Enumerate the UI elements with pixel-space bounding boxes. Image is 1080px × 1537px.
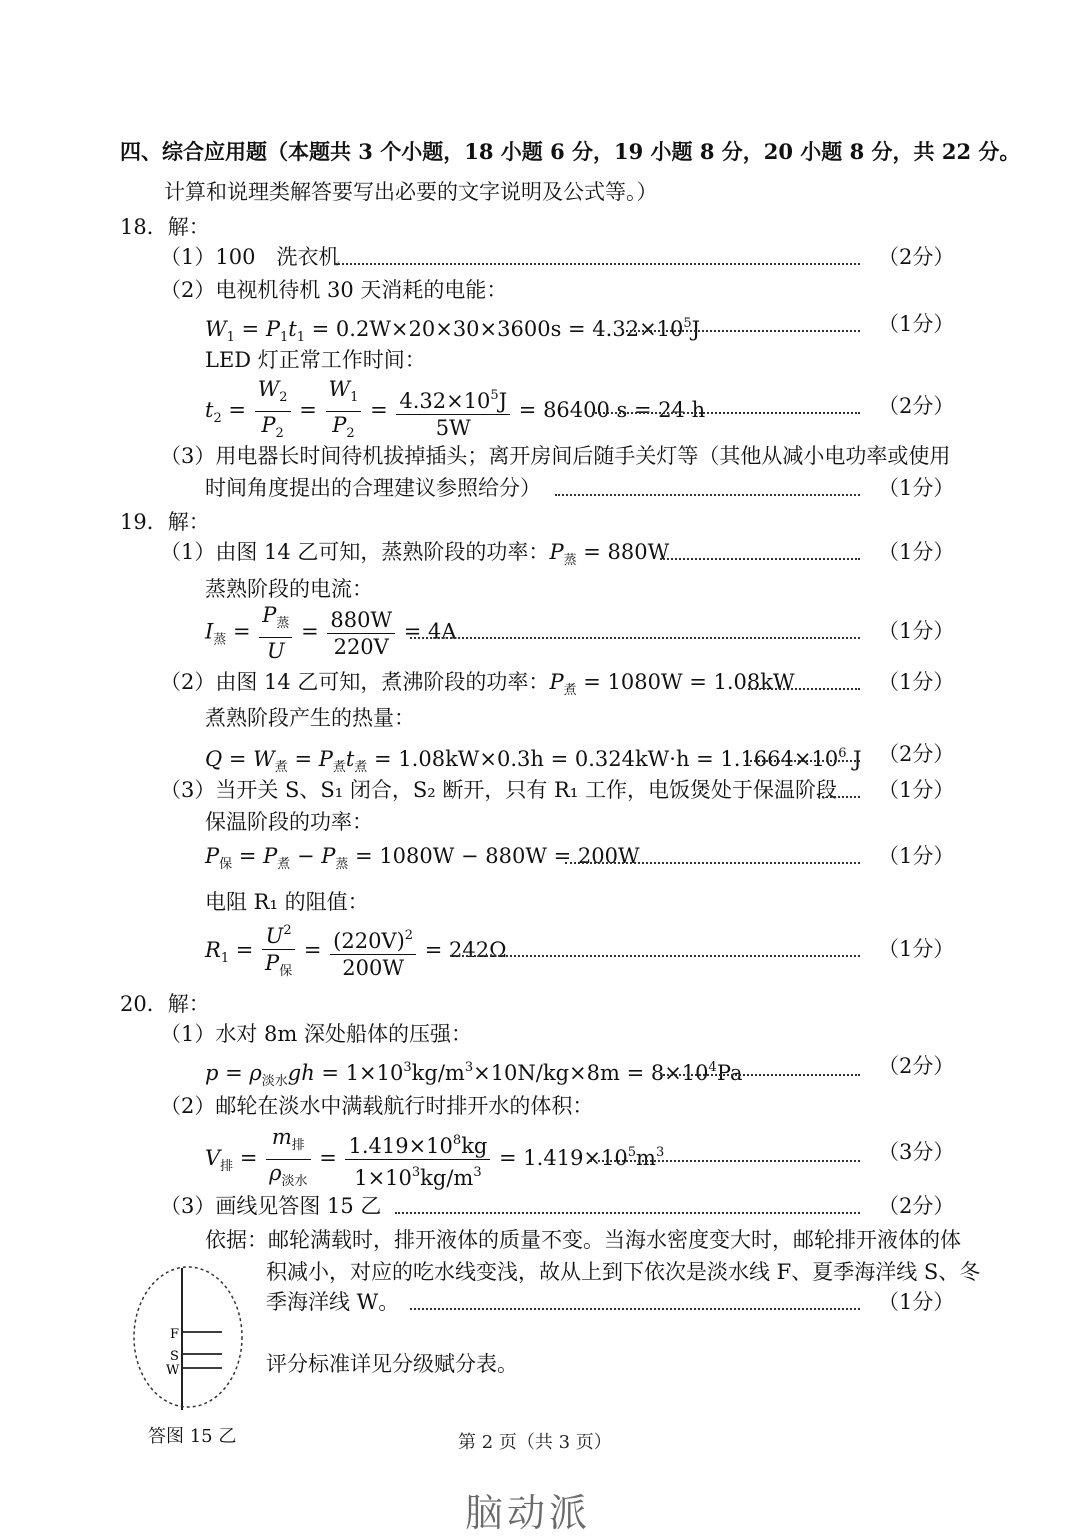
q19-p2-text: （2）由图 14 乙可知，煮沸阶段的功率：$P_煮 = 1080W = 1.08kW$ bbox=[160, 670, 795, 698]
label-s: S bbox=[170, 1349, 179, 1364]
q19-power-label: 保温阶段的功率： bbox=[205, 810, 373, 834]
q18-p1-text: （1）100 洗衣机 bbox=[160, 245, 340, 269]
q18-head: 18．解： bbox=[120, 215, 210, 239]
figure-caption: 答图 15 乙 bbox=[148, 1426, 237, 1447]
q19-p2-label: （2）由图 14 乙可知，煮沸阶段的功率： bbox=[160, 670, 550, 694]
q19-p1-label: （1）由图 14 乙可知，蒸熟阶段的功率： bbox=[160, 540, 550, 564]
ship-waterline-figure bbox=[130, 1262, 246, 1412]
hull-outline bbox=[134, 1267, 242, 1407]
q19-p3-text: （3）当开关 S、S₁ 闭合，S₂ 断开，只有 R₁ 工作，电饭煲处于保温阶段 bbox=[160, 778, 837, 802]
q20-eq-volume: $V_排$ = $\frac{m_排}{\rho_{淡水}}$ = $\frac{1.419\times 10^8kg}{1\times 10^3kg/m^3}$ = $1.419\times 10^5m^3$ bbox=[205, 1125, 665, 1190]
q19-current-label: 蒸熟阶段的电流： bbox=[205, 577, 373, 601]
leader-dots bbox=[745, 760, 860, 762]
q19-eq-power: $P_保 = P_煮 - P_蒸 = 1080W - 880W = 200W$ bbox=[205, 844, 640, 872]
leader-dots bbox=[748, 688, 860, 690]
q20-basis-points: （1分） bbox=[878, 1290, 955, 1314]
q19-p1-text: （1）由图 14 乙可知，蒸熟阶段的功率：$P_蒸 = 880W$ bbox=[160, 540, 670, 568]
q18-p3-points: （1分） bbox=[878, 476, 955, 500]
scoring-note: 评分标准详见分级赋分表。 bbox=[266, 1352, 518, 1376]
leader-dots bbox=[818, 796, 860, 798]
leader-dots bbox=[660, 558, 860, 560]
leader-dots bbox=[622, 330, 860, 332]
label-f: F bbox=[170, 1327, 180, 1342]
leader-dots bbox=[410, 1308, 860, 1310]
q19-eq-current: $I_蒸$ = $\frac{P_蒸}{U}$ = $\frac{880W}{220V}$ = 4A bbox=[205, 603, 457, 663]
q19-eq-heat: $Q = W_煮 = P_煮t_煮 = 1.08kW\times 0.3h = 0.324kW\cdot h = 1.1664\times 10^6$ J bbox=[205, 746, 862, 775]
leader-dots bbox=[410, 637, 860, 639]
q19-eq3-points: （1分） bbox=[878, 844, 955, 868]
q18-p2-text: （2）电视机待机 30 天消耗的电能： bbox=[160, 278, 508, 302]
q18-p3-line2: 时间角度提出的合理建议参照给分） bbox=[205, 476, 541, 500]
q19-eq4-points: （1分） bbox=[878, 937, 955, 961]
q18-eq-w1: $W_1 = P_1t_1 = 0.2W\times 20\times 30\times 3600s = 4.32\times 10^5J$ bbox=[205, 316, 701, 345]
q19-res-label: 电阻 R₁ 的阻值： bbox=[205, 890, 369, 914]
leader-dots bbox=[590, 1160, 860, 1162]
page-footer: 第 2 页（共 3 页） bbox=[458, 1432, 612, 1453]
q19-eq-res: $R_1$ = $\frac{U^2}{P_保}$ = $\frac{(220V)^2}{200W}$ = 242Ω bbox=[205, 918, 507, 985]
q18-eq-t2: $t_2$ = $\frac{W_2}{P_2}$ = $\frac{W_1}{P_2}$ = $\frac{4.32\times 10^5J}{5W}$ = 86400 s = 24 h bbox=[205, 377, 706, 441]
leader-dots bbox=[450, 955, 860, 957]
q20-p3-text: （3）画线见答图 15 乙 bbox=[160, 1194, 382, 1218]
q19-p3-points: （1分） bbox=[878, 778, 955, 802]
q20-p2-points: （3分） bbox=[878, 1140, 955, 1164]
leader-dots bbox=[592, 412, 860, 414]
q20-p1-points: （2分） bbox=[878, 1054, 955, 1078]
q19-p2-points: （1分） bbox=[878, 670, 955, 694]
leader-dots bbox=[335, 263, 860, 265]
leader-dots bbox=[660, 1074, 860, 1076]
section-title: 四、综合应用题（本题共 3 个小题，18 小题 6 分，19 小题 8 分，20 小题 8 分，共 22 分。 bbox=[120, 139, 1021, 164]
q18-p1-points: （2分） bbox=[878, 245, 955, 269]
q20-head: 20．解： bbox=[120, 992, 210, 1016]
q19-eq1-points: （1分） bbox=[878, 619, 955, 643]
q19-eq2-points: （2分） bbox=[878, 742, 955, 766]
q20-eq-pressure: $p = \rho_{淡水}gh = 1\times 10^3kg/m^3\times 10N/kg\times 8m = 8\times 10^4Pa$ bbox=[205, 1060, 743, 1089]
q20-p1-text: （1）水对 8m 深处船体的压强： bbox=[160, 1022, 472, 1046]
label-w: W bbox=[166, 1363, 180, 1378]
leader-dots bbox=[395, 1212, 860, 1214]
section-note: 计算和说理类解答要写出必要的文字说明及公式等。） bbox=[164, 180, 658, 204]
q20-basis-line2: 积减小，对应的吃水线变浅，故从上到下依次是淡水线 F、夏季海洋线 S、冬 bbox=[266, 1260, 981, 1284]
q20-basis-line3: 季海洋线 W。 bbox=[266, 1290, 400, 1314]
q18-p3-line1: （3）用电器长时间待机拔掉插头；离开房间后随手关灯等（其他从减小电功率或使用 bbox=[160, 444, 951, 468]
q20-p2-text: （2）邮轮在淡水中满载航行时排开水的体积： bbox=[160, 1094, 594, 1118]
q19-head: 19．解： bbox=[120, 510, 210, 534]
leader-dots bbox=[555, 494, 860, 496]
q20-p3-points: （2分） bbox=[878, 1194, 955, 1218]
q18-eq2-points: （2分） bbox=[878, 394, 955, 418]
q18-led-text: LED 灯正常工作时间： bbox=[205, 348, 426, 372]
q19-heat-label: 煮熟阶段产生的热量： bbox=[205, 706, 415, 730]
q19-p1-points: （1分） bbox=[878, 540, 955, 564]
leader-dots bbox=[565, 862, 860, 864]
watermark: 脑动派 bbox=[465, 1491, 592, 1535]
q18-eq1-points: （1分） bbox=[878, 312, 955, 336]
q20-basis-line1: 依据：邮轮满载时，排开液体的质量不变。当海水密度变大时，邮轮排开液体的体 bbox=[205, 1228, 961, 1252]
